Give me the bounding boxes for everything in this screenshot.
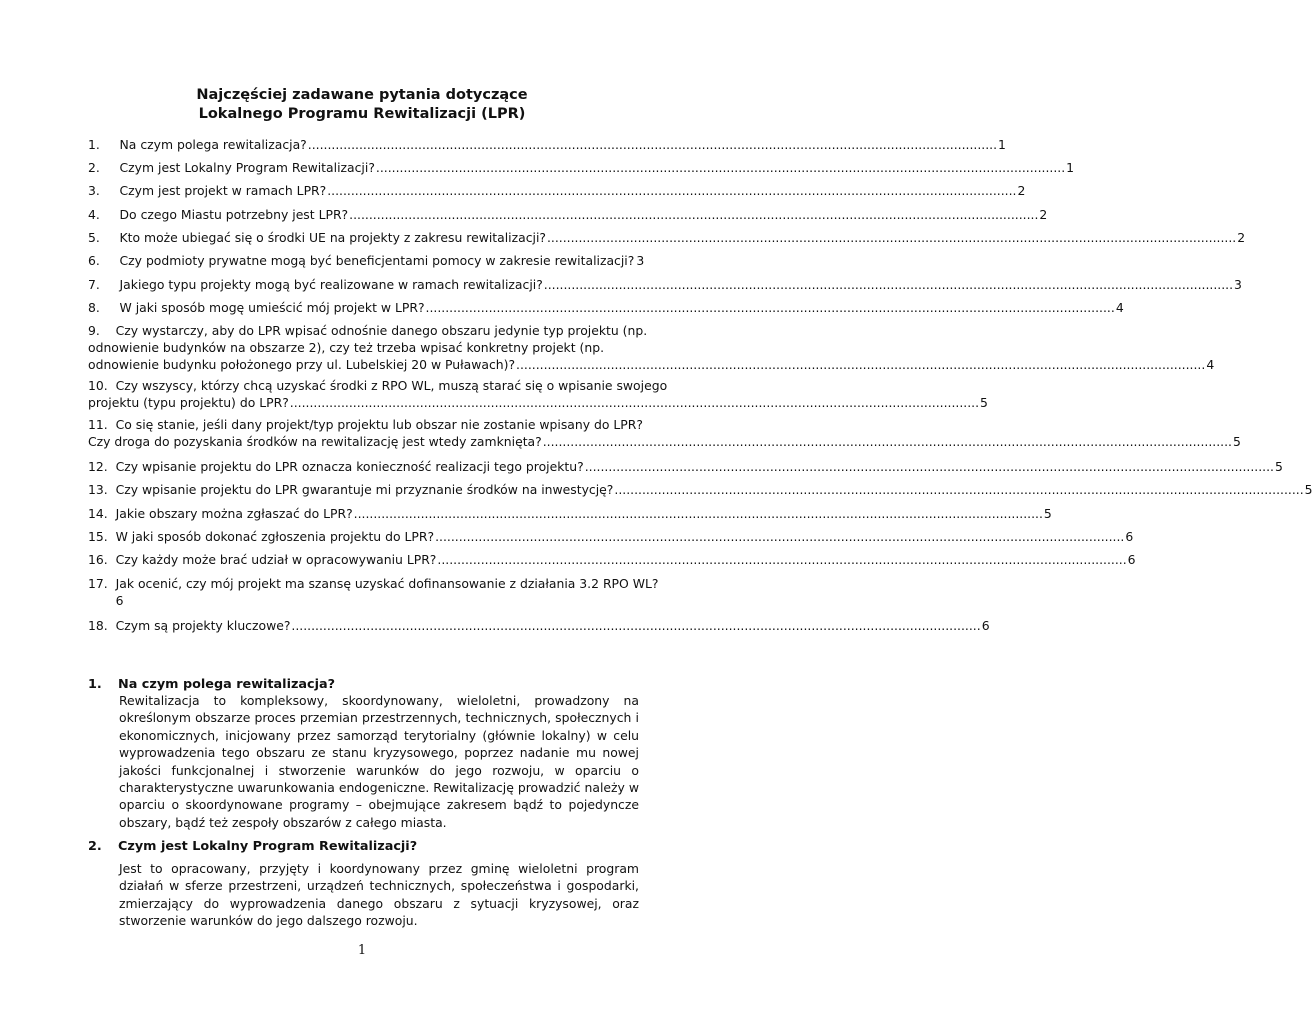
section-2-heading <box>88 838 417 855</box>
toc-entry-1[interactable]: 1. Na czym polega rewitalizacja? ..... 1 <box>88 136 640 153</box>
toc-entry-7[interactable]: 7. Jakiego typu projekty mogą być realizowane w ramach rewitalizacji? ..... 3 <box>88 276 640 293</box>
toc-entry-6[interactable]: 6. Czy podmioty prywatne mogą być beneficjentami pomocy w zakresie rewitalizacji? 3 <box>88 253 645 268</box>
section-2-title: Czym jest Lokalny Program Rewitalizacji? <box>118 839 418 854</box>
section-1-heading <box>88 676 335 693</box>
section-2-number: 2. <box>88 839 102 854</box>
toc-entry-14[interactable]: 14. Jakie obszary można zgłaszać do LPR? ..... 5 <box>88 505 640 522</box>
toc-entry-8[interactable]: 8. W jaki sposób mogę umieścić mój projekt w LPR? ..... 4 <box>88 299 640 316</box>
section-1-number: 1. <box>88 677 102 692</box>
section-2-body: Jest to opracowany, przyjęty i koordynowany przez gminę wieloletni program działań w sferze przestrzeni, urządzeń technicznych, społeczeństwa i gospodarki, zmierzający do wyprowadzenia danego obszaru z sytuacji kryzysowej, oraz stworzenie warunków do jego dalszego rozwoju. <box>119 861 639 929</box>
section-1-title: Na czym polega rewitalizacja? <box>118 677 336 692</box>
document-title-line-1: Najczęściej zadawane pytania dotyczące <box>196 87 528 103</box>
page-number: 1 <box>357 943 367 958</box>
toc-entry-9[interactable]: 9. Czy wystarczy, aby do LPR wpisać odnośnie danego obszaru jedynie typ projektu (np. odnowienie budynków na obszarze 2), czy też trzeba wpisać konkretny projekt (np. odnowienie budynku położonego przy ul. Lubelskiej 20 w Puławach)? ..... 4 <box>88 322 640 373</box>
toc-entry-2[interactable]: 2. Czym jest Lokalny Program Rewitalizacji? ..... 1 <box>88 159 640 176</box>
toc-entry-5[interactable]: 5. Kto może ubiegać się o środki UE na projekty z zakresu rewitalizacji? ..... 2 <box>88 229 640 246</box>
toc-entry-11[interactable]: 11. Co się stanie, jeśli dany projekt/typ projektu lub obszar nie zostanie wpisany do LPR? Czy droga do pozyskania środków na rewitalizację jest wtedy zamknięta? ..... 5 <box>88 416 640 450</box>
toc-entry-15[interactable]: 15. W jaki sposób dokonać zgłoszenia projektu do LPR? ..... 6 <box>88 528 640 545</box>
toc-entry-13[interactable]: 13. Czy wpisanie projektu do LPR gwarantuje mi przyznanie środków na inwestycję? ..... 5 <box>88 481 640 498</box>
toc-entry-10[interactable]: 10. Czy wszyscy, którzy chcą uzyskać środki z RPO WL, muszą starać się o wpisanie swojego projektu (typu projektu) do LPR? ..... 5 <box>88 377 640 411</box>
toc-entry-12[interactable]: 12. Czy wpisanie projektu do LPR oznacza konieczność realizacji tego projektu? ..... 5 <box>88 458 640 475</box>
toc-entry-17[interactable]: 17. Jak ocenić, czy mój projekt ma szansę uzyskać dofinansowanie z działania 3.2 RPO WL? 6 <box>88 576 659 608</box>
section-1-body: Rewitalizacja to kompleksowy, skoordynowany, wieloletni, prowadzony na określonym obszarze proces przemian przestrzennych, technicznych, społecznych i ekonomicznych, inicjowany przez samorząd terytorialny (głównie lokalny) w celu wyprowadzenia tego obszaru ze stanu kryzysowego, poprzez nadanie mu nowej jakości funkcjonalnej i stworzenie warunków do jego rozwoju, w oparciu o charakterystyczne uwarunkowania endogeniczne. Rewitalizację prowadzić należy w oparciu o skoordynowane programy – obejmujące zakresem bądź to pojedyncze obszary, bądź też zespoły obszarów z całego miasta. <box>119 693 639 830</box>
toc-entry-4[interactable]: 4. Do czego Miastu potrzebny jest LPR? ..... 2 <box>88 206 640 223</box>
document-title-line-2: Lokalnego Programu Rewitalizacji (LPR) <box>198 106 526 122</box>
document-title <box>0 86 724 124</box>
toc-entry-16[interactable]: 16. Czy każdy może brać udział w opracowywaniu LPR? ..... 6 <box>88 551 640 568</box>
toc-entry-3[interactable]: 3. Czym jest projekt w ramach LPR? ..... 2 <box>88 182 640 199</box>
toc-entry-18[interactable]: 18. Czym są projekty kluczowe? ..... 6 <box>88 617 640 634</box>
